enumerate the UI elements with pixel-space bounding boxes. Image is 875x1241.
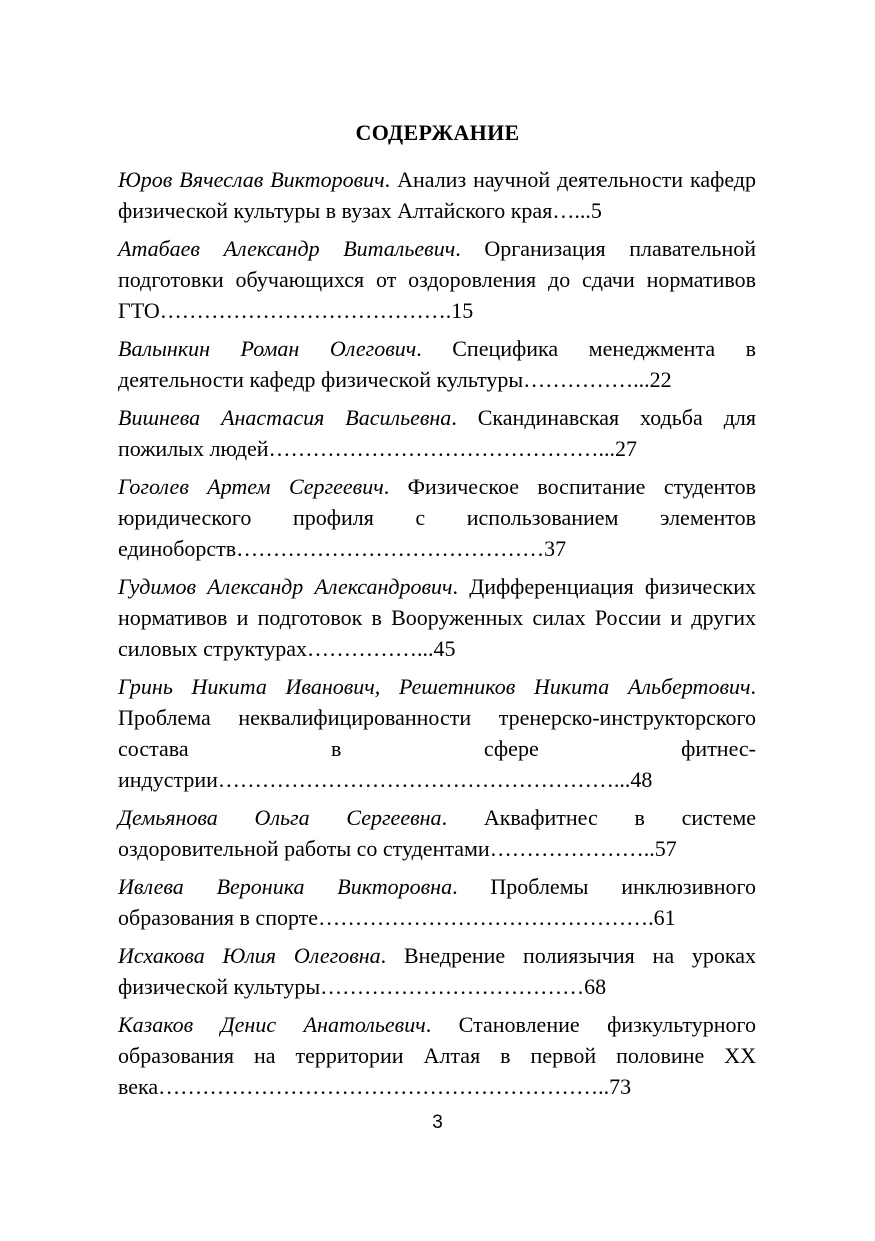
toc-entry-author: Юров Вячеслав Викторович — [118, 167, 385, 192]
toc-entry — [118, 402, 756, 464]
toc-entry-author: Атабаев Александр Витальевич — [118, 236, 456, 261]
page-title: СОДЕРЖАНИЕ — [355, 120, 520, 145]
toc-entry — [118, 164, 756, 226]
toc-entry-author: Демьянова Ольга Сергеевна — [118, 805, 442, 830]
toc-entry-text: . Специфика менеджмента в деятельности кафедр физической культуры……………...22 — [118, 336, 756, 392]
toc-entry-text: . Аквафитнес в системе оздоровительной работы со студентами…………………..57 — [118, 805, 757, 861]
toc-entry-author: Ивлева Вероника Викторовна — [118, 874, 453, 899]
toc-entry-text: . Анализ научной деятельности кафедр физической культуры в вузах Алтайского края…...5 — [118, 167, 757, 223]
toc-entry — [118, 571, 756, 664]
toc-entry — [118, 940, 756, 1002]
toc-entry-text: . Организация плавательной подготовки обучающихся от оздоровления до сдачи нормативов ГТО………………………………….15 — [118, 236, 756, 323]
toc-entry-author: Исхакова Юлия Олеговна — [118, 943, 381, 968]
toc-entry-author: Валынкин Роман Олегович — [118, 336, 417, 361]
toc-entry — [118, 871, 756, 933]
toc-entry-author: Гудимов Александр Александрович — [118, 574, 453, 599]
toc-entry-author: Казаков Денис Анатольевич — [118, 1012, 426, 1037]
toc-entry-text: . Внедрение полиязычия на уроках физической культуры………………………………68 — [118, 943, 757, 999]
toc-entry-text: . Скандинавская ходьба для пожилых людей………………………………………...27 — [118, 405, 756, 461]
page-number: 3 — [432, 1112, 443, 1133]
toc-entry — [118, 802, 756, 864]
toc-entry-text: . Проблемы инклюзивного образования в спорте……………………………………….61 — [118, 874, 756, 930]
toc-entry-author: Вишнева Анастасия Васильевна — [118, 405, 452, 430]
toc-entry-text: . Физическое воспитание студентов юридического профиля с использованием элементов единоборств……………………………………37 — [118, 474, 756, 561]
toc-entry — [118, 1009, 756, 1102]
toc-entry — [118, 233, 756, 326]
table-of-contents — [118, 164, 756, 1109]
toc-entry-text: . Становление физкультурного образования на территории Алтая в первой половине XX века……………………………………………………..73 — [118, 1012, 756, 1099]
toc-entry-author: Гринь Никита Иванович, Решетников Никита Альбертович — [118, 674, 751, 699]
toc-entry-text: . Проблема неквалифицированности тренерско-инструкторского состава в сфере фитнес-индустрии………………………………………………...48 — [118, 674, 756, 792]
toc-entry — [118, 671, 756, 795]
toc-entry — [118, 471, 756, 564]
toc-entry-text: . Дифференциация физических нормативов и подготовок в Вооруженных силах России и других силовых структурах……………...45 — [118, 574, 756, 661]
toc-entry-author: Гоголев Артем Сергеевич — [118, 474, 384, 499]
toc-entry — [118, 333, 756, 395]
